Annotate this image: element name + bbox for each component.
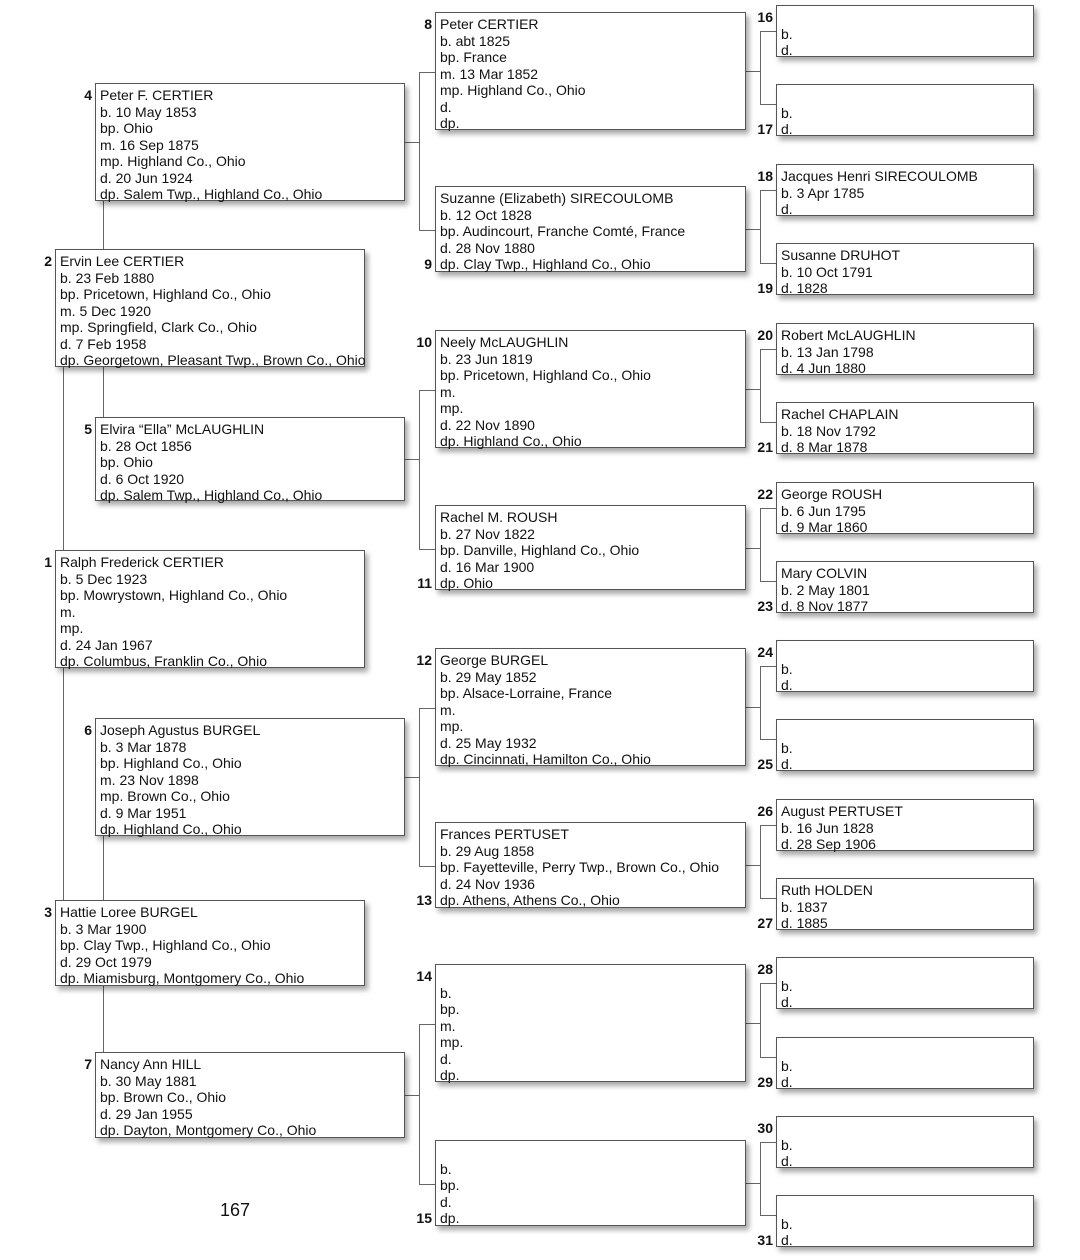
person-fact: dp. — [440, 1210, 460, 1226]
person-name: Frances PERTUSET — [440, 826, 569, 842]
person-fact: dp. Highland Co., Ohio — [440, 433, 582, 449]
person-name: Nancy Ann HILL — [100, 1056, 202, 1072]
person-fact: bp. — [440, 1177, 460, 1193]
connector-line — [746, 1183, 760, 1184]
person-fact: mp. Brown Co., Ohio — [100, 788, 230, 804]
person-fact: dp. Highland Co., Ohio — [100, 821, 242, 837]
person-fact: d. 28 Sep 1906 — [781, 836, 876, 852]
connector-line — [760, 31, 761, 105]
person-name — [440, 1144, 745, 1161]
person-fact: mp. Highland Co., Ohio — [440, 82, 586, 98]
person-box-29[interactable] — [776, 1037, 1034, 1089]
connector-line — [760, 349, 776, 350]
person-fact: b. 2 May 1801 — [781, 581, 870, 598]
person-fact: bp. Danville, Highland Co., Ohio — [440, 542, 640, 558]
person-fact: d. — [781, 1074, 793, 1090]
connector-line — [405, 777, 419, 778]
person-fact: b. 27 Nov 1822 — [440, 525, 535, 542]
connector-line — [760, 825, 761, 899]
person-box-14[interactable] — [435, 964, 746, 1082]
person-fact: bp. Mowrystown, Highland Co., Ohio — [60, 587, 288, 603]
ahnentafel-number: 8 — [424, 16, 432, 32]
person-box-4[interactable] — [95, 83, 405, 201]
ahnentafel-number: 26 — [757, 803, 773, 819]
connector-line — [760, 349, 761, 423]
ahnentafel-number: 10 — [416, 334, 432, 350]
connector-line — [419, 549, 435, 550]
connector-line — [760, 31, 776, 32]
ahnentafel-number: 1 — [44, 554, 52, 570]
person-name: Neely McLAUGHLIN — [440, 334, 569, 350]
person-fact: d. — [781, 121, 793, 137]
ahnentafel-number: 19 — [757, 280, 773, 296]
person-fact: dp. Dayton, Montgomery Co., Ohio — [100, 1122, 317, 1138]
connector-line — [760, 983, 776, 984]
person-box-28[interactable] — [776, 957, 1034, 1009]
person-fact: d. 28 Nov 1880 — [440, 239, 535, 256]
person-box-7[interactable] — [95, 1052, 405, 1138]
person-fact: dp. Salem Twp., Highland Co., Ohio — [100, 487, 323, 503]
person-name: August PERTUSET — [781, 803, 903, 819]
person-fact: bp. France — [440, 49, 507, 65]
person-box-11[interactable] — [435, 505, 746, 590]
person-fact: bp. Alsace-Lorraine, France — [440, 685, 612, 701]
connector-line — [760, 1215, 776, 1216]
person-fact: b. 29 Aug 1858 — [440, 842, 535, 859]
person-fact: d. 24 Nov 1936 — [440, 875, 535, 892]
person-fact: dp. Georgetown, Pleasant Twp., Brown Co., Ohio — [60, 352, 366, 368]
person-fact: d. — [781, 42, 793, 58]
person-fact: bp. Brown Co., Ohio — [100, 1089, 227, 1105]
connector-line — [419, 390, 435, 391]
connector-line — [746, 865, 760, 866]
ahnentafel-number: 9 — [424, 256, 432, 272]
person-name: Peter CERTIER — [440, 16, 539, 32]
person-box-18[interactable] — [776, 164, 1034, 216]
person-box-20[interactable] — [776, 323, 1034, 375]
person-fact: b. 13 Jan 1798 — [781, 343, 874, 360]
person-name — [781, 961, 1033, 978]
person-name — [781, 1041, 1033, 1058]
connector-line — [760, 898, 776, 899]
person-fact: b. 16 Jun 1828 — [781, 819, 874, 836]
ahnentafel-number: 15 — [416, 1210, 432, 1226]
person-fact: d. 8 Mar 1878 — [781, 439, 868, 455]
person-fact: d. 29 Oct 1979 — [60, 953, 152, 970]
person-fact: m. — [60, 603, 76, 620]
person-fact: dp. Columbus, Franklin Co., Ohio — [60, 653, 267, 669]
ahnentafel-number: 28 — [757, 961, 773, 977]
person-fact: b. 12 Oct 1828 — [440, 206, 532, 223]
person-fact: d. 1885 — [781, 915, 828, 931]
person-box-26[interactable] — [776, 799, 1034, 851]
person-fact: mp. Highland Co., Ohio — [100, 153, 246, 169]
connector-line — [419, 708, 435, 709]
person-name — [781, 723, 1033, 740]
connector-line — [746, 71, 760, 72]
person-fact: d. — [440, 1050, 452, 1067]
person-name: Ralph Frederick CERTIER — [60, 554, 224, 570]
person-name — [781, 9, 1033, 26]
connector-line — [760, 983, 761, 1058]
person-box-17[interactable] — [776, 84, 1034, 136]
connector-line — [760, 190, 776, 191]
person-fact: b. — [781, 1057, 793, 1074]
person-fact: b. 18 Nov 1792 — [781, 422, 876, 439]
person-box-10[interactable] — [435, 330, 746, 448]
person-fact: m. — [440, 1017, 456, 1034]
connector-line — [760, 1142, 776, 1143]
person-name: George BURGEL — [440, 652, 549, 668]
person-fact: b. 5 Dec 1923 — [60, 570, 148, 587]
ahnentafel-number: 5 — [84, 421, 92, 437]
person-fact: dp. Athens, Athens Co., Ohio — [440, 892, 620, 908]
person-name — [781, 644, 1033, 661]
person-box-24[interactable] — [776, 640, 1034, 692]
connector-line — [760, 825, 776, 826]
person-name: Jacques Henri SIRECOULOMB — [781, 168, 978, 184]
connector-line — [760, 263, 776, 264]
person-fact: d. — [781, 756, 793, 772]
person-fact: b. 30 May 1881 — [100, 1072, 197, 1089]
ahnentafel-number: 16 — [757, 9, 773, 25]
person-box-16[interactable] — [776, 5, 1034, 57]
person-fact: m. — [440, 701, 456, 718]
person-fact: bp. Fayetteville, Perry Twp., Brown Co., Ohio — [440, 859, 720, 875]
ahnentafel-number: 23 — [757, 598, 773, 614]
ahnentafel-number: 13 — [416, 892, 432, 908]
person-box-13[interactable] — [435, 822, 746, 908]
person-fact: bp. Ohio — [100, 454, 153, 470]
ahnentafel-number: 14 — [416, 968, 432, 984]
connector-line — [746, 707, 760, 708]
person-name: Joseph Agustus BURGEL — [100, 722, 261, 738]
person-fact: m. 13 Mar 1852 — [440, 65, 539, 82]
ahnentafel-number: 12 — [416, 652, 432, 668]
person-fact: b. — [781, 660, 793, 677]
connector-line — [746, 548, 760, 549]
person-box-12[interactable] — [435, 648, 746, 766]
page-number: 167 — [220, 1200, 251, 1220]
person-box-15[interactable] — [435, 1140, 746, 1226]
ahnentafel-number: 30 — [757, 1120, 773, 1136]
connector-line — [760, 1057, 776, 1058]
person-box-21[interactable] — [776, 402, 1034, 454]
connector-line — [405, 1095, 419, 1096]
person-fact: mp. Springfield, Clark Co., Ohio — [60, 319, 257, 335]
connector-line — [419, 230, 435, 231]
person-fact: bp. Pricetown, Highland Co., Ohio — [60, 286, 271, 302]
connector-line — [760, 666, 761, 740]
person-fact: b. 28 Oct 1856 — [100, 437, 192, 454]
person-fact: d. — [440, 98, 452, 115]
person-fact: d. 25 May 1932 — [440, 734, 537, 751]
person-fact: b. — [781, 25, 793, 42]
person-fact: d. 6 Oct 1920 — [100, 470, 185, 487]
ahnentafel-number: 6 — [84, 722, 92, 738]
person-name: Elvira “Ella” McLAUGHLIN — [100, 421, 265, 437]
person-fact: b. 23 Jun 1819 — [440, 350, 533, 367]
person-fact: d. — [781, 994, 793, 1010]
person-name: Suzanne (Elizabeth) SIRECOULOMB — [440, 190, 674, 206]
person-fact: b. 6 Jun 1795 — [781, 502, 866, 519]
ahnentafel-number: 22 — [757, 486, 773, 502]
connector-line — [760, 422, 776, 423]
person-name: Ruth HOLDEN — [781, 882, 873, 898]
person-fact: d. 4 Jun 1880 — [781, 360, 866, 376]
person-fact: d. — [781, 1153, 793, 1169]
person-box-23[interactable] — [776, 561, 1034, 613]
person-box-9[interactable] — [435, 186, 746, 272]
connector-line — [746, 389, 760, 390]
person-fact: dp. — [440, 115, 460, 131]
person-fact: dp. — [440, 1067, 460, 1083]
person-name — [440, 968, 745, 985]
person-name: George ROUSH — [781, 486, 883, 502]
person-box-1[interactable] — [55, 550, 365, 668]
ahnentafel-number: 27 — [757, 915, 773, 931]
connector-line — [760, 508, 761, 582]
connector-line — [760, 1142, 761, 1216]
ahnentafel-number: 7 — [84, 1056, 92, 1072]
ahnentafel-number: 21 — [757, 439, 773, 455]
person-name: Ervin Lee CERTIER — [60, 253, 185, 269]
person-fact: d. — [781, 677, 793, 693]
person-fact: bp. Audincourt, Franche Comté, France — [440, 223, 686, 239]
person-fact: d. — [781, 1232, 793, 1248]
person-fact: b. 29 May 1852 — [440, 668, 537, 685]
ahnentafel-number: 31 — [757, 1232, 773, 1248]
person-fact: b. — [781, 104, 793, 121]
person-fact: d. 9 Mar 1860 — [781, 519, 868, 535]
person-fact: mp. — [440, 1034, 464, 1050]
connector-line — [419, 72, 435, 73]
connector-line — [419, 1024, 420, 1185]
person-fact: mp. — [440, 400, 464, 416]
person-fact: b. — [781, 1215, 793, 1232]
person-fact: d. 1828 — [781, 280, 828, 296]
connector-line — [760, 666, 776, 667]
connector-line — [419, 1184, 435, 1185]
person-fact: b. 3 Mar 1900 — [60, 920, 147, 937]
person-fact: b. 10 Oct 1791 — [781, 263, 873, 280]
ahnentafel-number: 4 — [84, 87, 92, 103]
person-fact: d. 22 Nov 1890 — [440, 416, 535, 433]
connector-line — [419, 708, 420, 867]
person-fact: d. — [781, 201, 793, 217]
person-fact: d. 24 Jan 1967 — [60, 636, 153, 653]
person-box-31[interactable] — [776, 1195, 1034, 1247]
person-name: Susanne DRUHOT — [781, 247, 901, 263]
person-fact: b. 3 Apr 1785 — [781, 184, 865, 201]
ahnentafel-number: 25 — [757, 756, 773, 772]
person-name — [781, 1199, 1033, 1216]
person-fact: dp. Cincinnati, Hamilton Co., Ohio — [440, 751, 651, 767]
ahnentafel-number: 18 — [757, 168, 773, 184]
connector-line — [419, 390, 420, 550]
person-name: Rachel M. ROUSH — [440, 509, 558, 525]
person-fact: mp. — [60, 620, 84, 636]
person-name: Peter F. CERTIER — [100, 87, 214, 103]
connector-line — [760, 581, 776, 582]
connector-line — [419, 72, 420, 231]
person-fact: dp. Clay Twp., Highland Co., Ohio — [440, 256, 651, 272]
person-fact: d. — [440, 1193, 452, 1210]
person-fact: mp. — [440, 718, 464, 734]
person-box-30[interactable] — [776, 1116, 1034, 1168]
person-fact: b. 3 Mar 1878 — [100, 738, 187, 755]
person-box-22[interactable] — [776, 482, 1034, 534]
person-name — [781, 1120, 1033, 1137]
connector-line — [405, 459, 419, 460]
connector-line — [760, 104, 776, 105]
person-box-25[interactable] — [776, 719, 1034, 771]
connector-line — [760, 508, 776, 509]
person-fact: bp. Pricetown, Highland Co., Ohio — [440, 367, 651, 383]
person-box-2[interactable] — [55, 249, 365, 367]
person-fact: dp. Ohio — [440, 575, 493, 591]
person-fact: d. 7 Feb 1958 — [60, 335, 147, 352]
person-fact: d. 8 Nov 1877 — [781, 598, 869, 614]
person-box-8[interactable] — [435, 12, 746, 130]
person-fact: bp. Clay Twp., Highland Co., Ohio — [60, 937, 271, 953]
person-name: Hattie Loree BURGEL — [60, 904, 198, 920]
person-fact: d. 20 Jun 1924 — [100, 169, 193, 186]
ahnentafel-number: 20 — [757, 327, 773, 343]
person-box-3[interactable] — [55, 900, 365, 986]
ahnentafel-number: 11 — [417, 575, 432, 591]
person-box-6[interactable] — [95, 718, 405, 836]
person-fact: b. 23 Feb 1880 — [60, 269, 155, 286]
person-name: Mary COLVIN — [781, 565, 868, 581]
person-fact: b. 1837 — [781, 898, 828, 915]
connector-line — [405, 142, 419, 143]
person-box-5[interactable] — [95, 417, 405, 501]
person-name — [781, 88, 1033, 105]
person-box-19[interactable] — [776, 243, 1034, 295]
person-fact: b. — [440, 984, 452, 1001]
ahnentafel-number: 3 — [44, 904, 52, 920]
person-fact: m. — [440, 383, 456, 400]
connector-line — [746, 229, 760, 230]
person-fact: bp. — [440, 1001, 460, 1017]
person-fact: b. — [781, 977, 793, 994]
ahnentafel-number: 24 — [757, 644, 773, 660]
person-fact: b. — [781, 1136, 793, 1153]
person-fact: dp. Miamisburg, Montgomery Co., Ohio — [60, 970, 305, 986]
person-fact: m. 16 Sep 1875 — [100, 136, 199, 153]
person-fact: d. 29 Jan 1955 — [100, 1105, 193, 1122]
person-fact: bp. Highland Co., Ohio — [100, 755, 242, 771]
ahnentafel-number: 29 — [757, 1074, 773, 1090]
person-name: Robert McLAUGHLIN — [781, 327, 916, 343]
person-fact: dp. Salem Twp., Highland Co., Ohio — [100, 186, 323, 202]
person-box-27[interactable] — [776, 878, 1034, 930]
person-fact: b. — [781, 739, 793, 756]
person-fact: b. 10 May 1853 — [100, 103, 197, 120]
person-fact: m. 23 Nov 1898 — [100, 771, 199, 788]
person-name: Rachel CHAPLAIN — [781, 406, 899, 422]
connector-line — [746, 1023, 760, 1024]
ahnentafel-number: 17 — [757, 121, 773, 137]
ahnentafel-number: 2 — [44, 253, 52, 269]
connector-line — [419, 1024, 435, 1025]
person-fact: d. 16 Mar 1900 — [440, 558, 535, 575]
connector-line — [760, 190, 761, 264]
connector-line — [760, 739, 776, 740]
person-fact: d. 9 Mar 1951 — [100, 804, 187, 821]
person-fact: bp. Ohio — [100, 120, 153, 136]
person-fact: m. 5 Dec 1920 — [60, 302, 152, 319]
connector-line — [419, 866, 435, 867]
person-fact: b. abt 1825 — [440, 32, 511, 49]
person-fact: b. — [440, 1160, 452, 1177]
